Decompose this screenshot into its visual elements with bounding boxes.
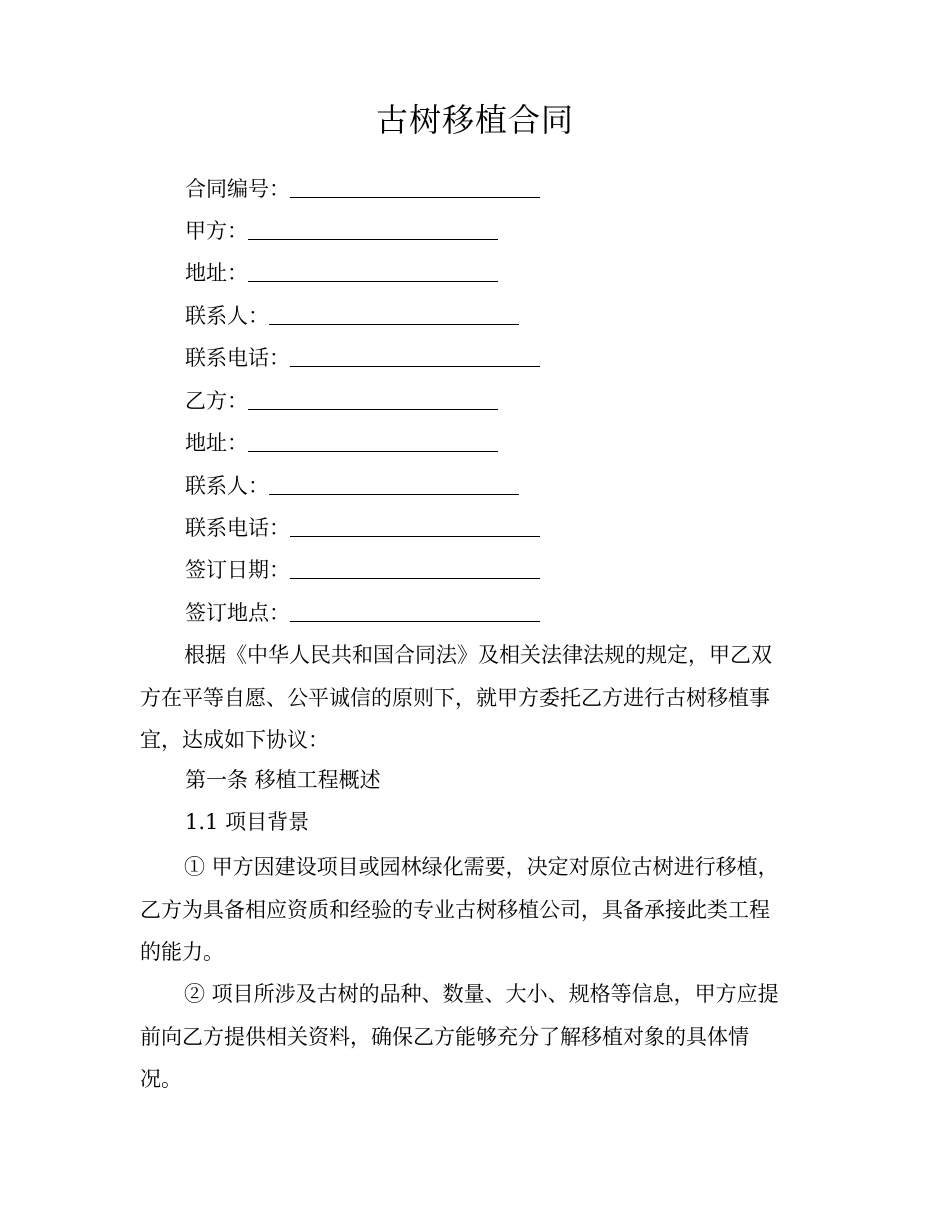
paragraph-line: 况。	[140, 1067, 182, 1091]
paragraph-line: ② 项目所涉及古树的品种、数量、大小、规格等信息，甲方应提	[184, 982, 779, 1006]
field-label: 联系电话：	[185, 346, 290, 370]
fill-in-line	[248, 281, 498, 282]
field-label: 联系人：	[185, 304, 269, 328]
field-label: 地址：	[185, 431, 248, 455]
field-label: 签订地点：	[185, 601, 290, 625]
fill-in-line	[248, 409, 498, 410]
preamble-paragraph	[140, 634, 820, 762]
field-label: 地址：	[185, 261, 248, 285]
fill-in-line	[269, 324, 519, 325]
party-b-contact-field	[185, 467, 519, 501]
fill-in-line	[290, 578, 540, 579]
fill-in-line	[290, 197, 540, 198]
article-1-heading: 第一条 移植工程概述	[185, 768, 381, 792]
party-a-phone-field	[185, 339, 540, 373]
paragraph-line: 乙方为具备相应资质和经验的专业古树移植公司，具备承接此类工程	[140, 897, 770, 922]
party-b-field	[185, 382, 498, 416]
fill-in-line	[290, 536, 540, 537]
field-label: 甲方：	[185, 219, 248, 243]
fill-in-line	[290, 366, 540, 367]
party-a-field	[185, 212, 498, 246]
item-2-paragraph	[140, 973, 820, 1101]
party-a-contact-field	[185, 297, 519, 331]
field-label: 签订日期：	[185, 558, 290, 582]
document-title: 古树移植合同	[375, 101, 574, 139]
contract-number-field	[185, 170, 540, 204]
paragraph-line: 宜，达成如下协议：	[140, 728, 329, 752]
fill-in-line	[248, 239, 498, 240]
field-label: 合同编号：	[185, 177, 290, 201]
field-label: 联系人：	[185, 474, 269, 498]
party-b-address-field	[185, 424, 498, 458]
item-1-paragraph	[140, 846, 820, 974]
paragraph-line: 的能力。	[140, 940, 224, 964]
paragraph-line: 前向乙方提供相关资料，确保乙方能够充分了解移植对象的具体情	[140, 1024, 749, 1049]
paragraph-line: 根据《中华人民共和国合同法》及相关法律法规的规定，甲乙双	[184, 643, 772, 667]
paragraph-line: 方在平等自愿、公平诚信的原则下，就甲方委托乙方进行古树移植事	[140, 685, 770, 710]
paragraph-line: ① 甲方因建设项目或园林绿化需要，决定对原位古树进行移植，	[184, 855, 779, 879]
signing-place-field	[185, 594, 540, 628]
field-label: 联系电话：	[185, 516, 290, 540]
field-label: 乙方：	[185, 389, 248, 413]
fill-in-line	[248, 451, 498, 452]
section-1-1-heading: 1.1 项目背景	[185, 810, 310, 834]
party-a-address-field	[185, 254, 498, 288]
signing-date-field	[185, 551, 540, 585]
fill-in-line	[290, 621, 540, 622]
party-b-phone-field	[185, 509, 540, 543]
fill-in-line	[269, 494, 519, 495]
